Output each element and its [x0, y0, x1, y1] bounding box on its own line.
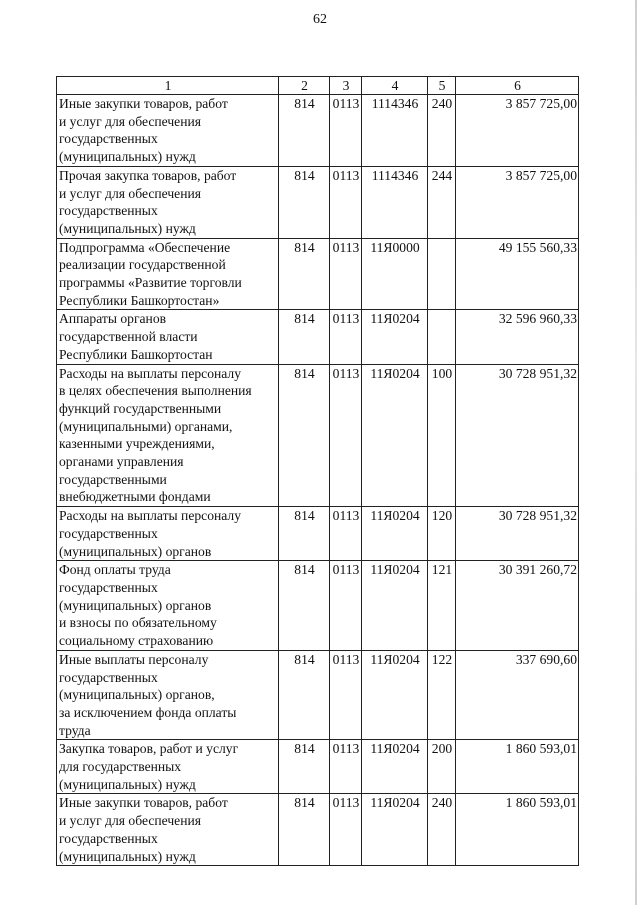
item-name: Подпрограмма «Обеспечение реализации государственной программы «Развитие торговли Республики Башкортостан»	[57, 238, 279, 310]
target-code: 1114346	[362, 95, 428, 167]
item-name: Закупка товаров, работ и услуг для государственных (муниципальных) нужд	[57, 740, 279, 794]
section-code: 0113	[330, 364, 362, 507]
amount: 32 596 960,33	[456, 310, 579, 364]
table-row	[57, 364, 579, 507]
target-code: 11Я0204	[362, 364, 428, 507]
target-code: 11Я0204	[362, 561, 428, 651]
expense-type-code: 240	[428, 794, 456, 866]
ministry-code: 814	[279, 507, 330, 561]
table-row	[57, 650, 579, 740]
amount: 3 857 725,00	[456, 95, 579, 167]
table-row	[57, 166, 579, 238]
header-col-6: 6	[456, 77, 579, 95]
header-col-3: 3	[330, 77, 362, 95]
table-row	[57, 95, 579, 167]
page-edge-shadow	[635, 0, 637, 905]
table-row	[57, 794, 579, 866]
expense-type-code: 100	[428, 364, 456, 507]
item-name: Прочая закупка товаров, работ и услуг для обеспечения государственных (муниципальных) нужд	[57, 166, 279, 238]
section-code: 0113	[330, 561, 362, 651]
ministry-code: 814	[279, 740, 330, 794]
ministry-code: 814	[279, 310, 330, 364]
amount: 30 728 951,32	[456, 364, 579, 507]
target-code: 11Я0204	[362, 650, 428, 740]
expense-type-code: 200	[428, 740, 456, 794]
table-row	[57, 238, 579, 310]
ministry-code: 814	[279, 794, 330, 866]
section-code: 0113	[330, 310, 362, 364]
budget-table	[56, 76, 579, 866]
expense-type-code: 122	[428, 650, 456, 740]
target-code: 11Я0204	[362, 507, 428, 561]
table-row	[57, 561, 579, 651]
amount: 337 690,60	[456, 650, 579, 740]
target-code: 1114346	[362, 166, 428, 238]
ministry-code: 814	[279, 561, 330, 651]
target-code: 11Я0204	[362, 740, 428, 794]
section-code: 0113	[330, 238, 362, 310]
table-row	[57, 507, 579, 561]
expense-type-code: 244	[428, 166, 456, 238]
ministry-code: 814	[279, 95, 330, 167]
header-col-1: 1	[57, 77, 279, 95]
ministry-code: 814	[279, 238, 330, 310]
table-row	[57, 740, 579, 794]
section-code: 0113	[330, 740, 362, 794]
item-name: Расходы на выплаты персоналу государственных (муниципальных) органов	[57, 507, 279, 561]
section-code: 0113	[330, 95, 362, 167]
expense-type-code: 120	[428, 507, 456, 561]
item-name: Расходы на выплаты персоналу в целях обеспечения выполнения функций государственными (муниципальными) органами, казенными учреждениями, органами управления государственными внебюджетными фондами	[57, 364, 279, 507]
amount: 30 391 260,72	[456, 561, 579, 651]
item-name: Иные закупки товаров, работ и услуг для обеспечения государственных (муниципальных) нужд	[57, 794, 279, 866]
amount: 1 860 593,01	[456, 740, 579, 794]
target-code: 11Я0204	[362, 310, 428, 364]
amount: 1 860 593,01	[456, 794, 579, 866]
target-code: 11Я0204	[362, 794, 428, 866]
section-code: 0113	[330, 650, 362, 740]
page-number: 62	[313, 12, 327, 27]
header-row	[57, 77, 579, 95]
amount: 30 728 951,32	[456, 507, 579, 561]
amount: 49 155 560,33	[456, 238, 579, 310]
ministry-code: 814	[279, 650, 330, 740]
item-name: Иные выплаты персоналу государственных (муниципальных) органов, за исключением фонда оплаты труда	[57, 650, 279, 740]
expense-type-code: 121	[428, 561, 456, 651]
section-code: 0113	[330, 507, 362, 561]
item-name: Аппараты органов государственной власти Республики Башкортостан	[57, 310, 279, 364]
item-name: Фонд оплаты труда государственных (муниципальных) органов и взносы по обязательному социальному страхованию	[57, 561, 279, 651]
header-col-5: 5	[428, 77, 456, 95]
header-col-4: 4	[362, 77, 428, 95]
ministry-code: 814	[279, 364, 330, 507]
section-code: 0113	[330, 794, 362, 866]
section-code: 0113	[330, 166, 362, 238]
amount: 3 857 725,00	[456, 166, 579, 238]
expense-type-code	[428, 238, 456, 310]
expense-type-code: 240	[428, 95, 456, 167]
header-col-2: 2	[279, 77, 330, 95]
item-name: Иные закупки товаров, работ и услуг для обеспечения государственных (муниципальных) нужд	[57, 95, 279, 167]
table-body	[57, 95, 579, 866]
table-header	[57, 77, 579, 95]
expense-type-code	[428, 310, 456, 364]
ministry-code: 814	[279, 166, 330, 238]
target-code: 11Я0000	[362, 238, 428, 310]
table-row	[57, 310, 579, 364]
